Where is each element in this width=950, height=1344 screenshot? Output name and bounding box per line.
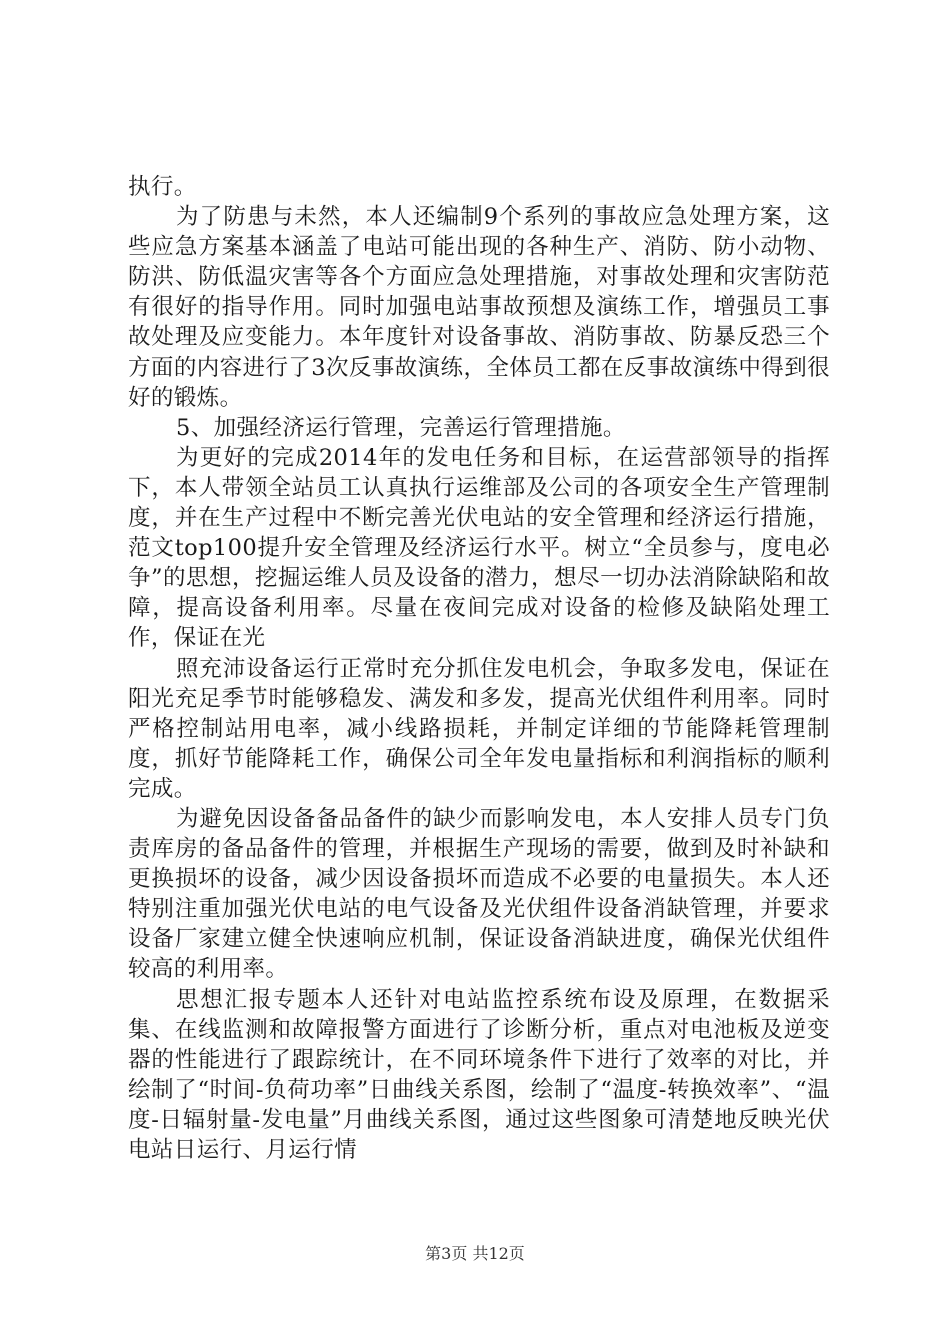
paragraph-2: 为了防患与未然，本人还编制9个系列的事故应急处理方案，这些应急方案基本涵盖了电站可能出现的各种生产、消防、防小动物、防洪、防低温灾害等各个方面应急处理措施，对事故处理和灾害防范有很好的指导作用。同时加强电站事故预想及演练工作，增强员工事故处理及应变能力。本年度针对设备事故、消防事故、防暴反恐三个方面的内容进行了3次反事故演练，全体员工都在反事故演练中得到很好的锻炼。 bbox=[128, 204, 830, 411]
paragraph-4: 照充沛设备运行正常时充分抓住发电机会，争取多发电，保证在阳光充足季节时能够稳发、满发和多发，提高光伏组件利用率。同时严格控制站用电率，减小线路损耗，并制定详细的节能降耗管理制度，抓好节能降耗工作，确保公司全年发电量指标和利润指标的顺利完成。 bbox=[128, 655, 830, 802]
body-text bbox=[128, 172, 830, 1165]
paragraph-6: 思想汇报专题本人还针对电站监控系统布设及原理，在数据采集、在线监测和故障报警方面进行了诊断分析，重点对电池板及逆变器的性能进行了跟踪统计，在不同环境条件下进行了效率的对比，并绘制了“时间-负荷功率”日曲线关系图，绘制了“温度-转换效率”、“温度-日辐射量-发电量”月曲线关系图，通过这些图象可清楚地反映光伏电站日运行、月运行情 bbox=[128, 986, 830, 1163]
paragraph-1: 执行。 bbox=[128, 174, 197, 200]
section-heading-5: 5、加强经济运行管理，完善运行管理措施。 bbox=[176, 414, 626, 441]
paragraph-5: 为避免因设备备品备件的缺少而影响发电，本人安排人员专门负责库房的备品备件的管理，并根据生产现场的需要，做到及时补缺和更换损坏的设备，减少因设备损坏而造成不必要的电量损失。本人还特别注重加强光伏电站的电气设备及光伏组件设备消缺管理，并要求设备厂家建立健全快速响应机制，保证设备消缺进度，确保光伏组件较高的利用率。 bbox=[128, 805, 830, 983]
page-number-footer: 第3页 共12页 bbox=[425, 1244, 525, 1263]
paragraph-3: 为更好的完成2014年的发电任务和目标，在运营部领导的指挥下，本人带领全站员工认真执行运维部及公司的各项安全生产管理制度，并在生产过程中不断完善光伏电站的安全管理和经济运行措施，范文top100提升安全管理及经济运行水平。树立“全员参与，度电必争”的思想，挖掘运维人员及设备的潜力，想尽一切办法消除缺陷和故障，提高设备利用率。尽量在夜间完成对设备的检修及缺陷处理工作，保证在光 bbox=[128, 444, 830, 652]
